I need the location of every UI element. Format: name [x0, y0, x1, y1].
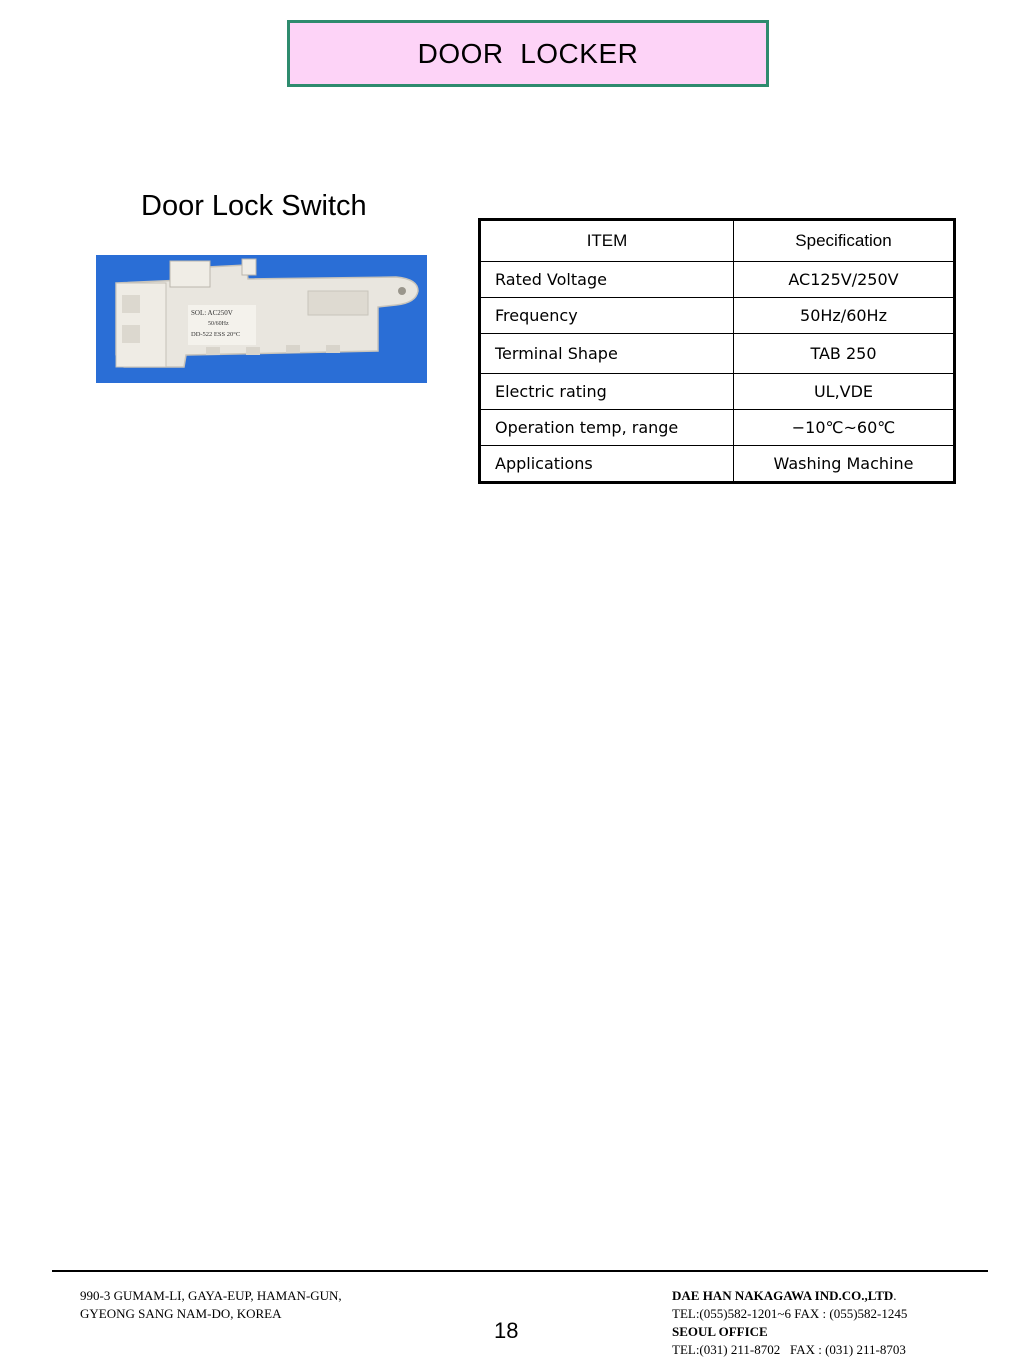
section-subtitle: Door Lock Switch: [141, 190, 367, 222]
footer-divider: [52, 1270, 988, 1272]
product-photo: [96, 255, 427, 383]
office-name: SEOUL OFFICE: [672, 1324, 768, 1339]
photo-label-line-1: SOL: AC250V: [191, 309, 233, 317]
table-row: [480, 374, 955, 410]
table-row: [480, 334, 955, 374]
spec-table: [478, 218, 956, 484]
title-banner: [287, 20, 769, 87]
page-title: DOOR LOCKER: [417, 37, 639, 69]
office-contact: TEL:(031) 211-8702 FAX : (031) 211-8703: [672, 1342, 906, 1357]
photo-label-line-3: DD-522 ESS 20°C: [191, 331, 241, 338]
company-name: DAE HAN NAKAGAWA IND.CO.,LTD: [672, 1288, 894, 1303]
row-item: Electric rating: [480, 374, 734, 410]
row-item: Frequency: [480, 298, 734, 334]
table-row: [480, 446, 955, 483]
table-row: [480, 410, 955, 446]
company-contact: TEL:(055)582-1201~6 FAX : (055)582-1245: [672, 1306, 908, 1321]
address-line-2: GYEONG SANG NAM-DO, KOREA: [80, 1306, 282, 1321]
row-item: Applications: [480, 446, 734, 483]
page-number: 18: [494, 1318, 519, 1343]
row-value: −10℃~60℃: [734, 410, 955, 446]
footer-address: [80, 1287, 342, 1323]
photo-label-line-2: 50/60Hz: [208, 321, 229, 327]
address-line-1: 990-3 GUMAM-LI, GAYA-EUP, HAMAN-GUN,: [80, 1288, 342, 1303]
door-lock-switch-image: [96, 255, 427, 383]
row-value: UL,VDE: [734, 374, 955, 410]
table-header-row: [480, 220, 955, 262]
table-row: [480, 298, 955, 334]
row-item: Operation temp, range: [480, 410, 734, 446]
footer-company: DAE HAN NAKAGAWA IND.CO.,LTD. TEL:(055)582-1201~6 FAX : (055)582-1245 SEOUL OFFICE TEL:(031) 211-8702 FAX : (031) 211-8703: [672, 1288, 908, 1357]
column-header-item: ITEM: [480, 220, 734, 262]
row-value: TAB 250: [734, 334, 955, 374]
row-item: Rated Voltage: [480, 262, 734, 298]
row-value: Washing Machine: [734, 446, 955, 483]
row-item: Terminal Shape: [480, 334, 734, 374]
table-row: [480, 262, 955, 298]
column-header-specification: Specification: [734, 220, 955, 262]
row-value: 50Hz/60Hz: [734, 298, 955, 334]
row-value: AC125V/250V: [734, 262, 955, 298]
